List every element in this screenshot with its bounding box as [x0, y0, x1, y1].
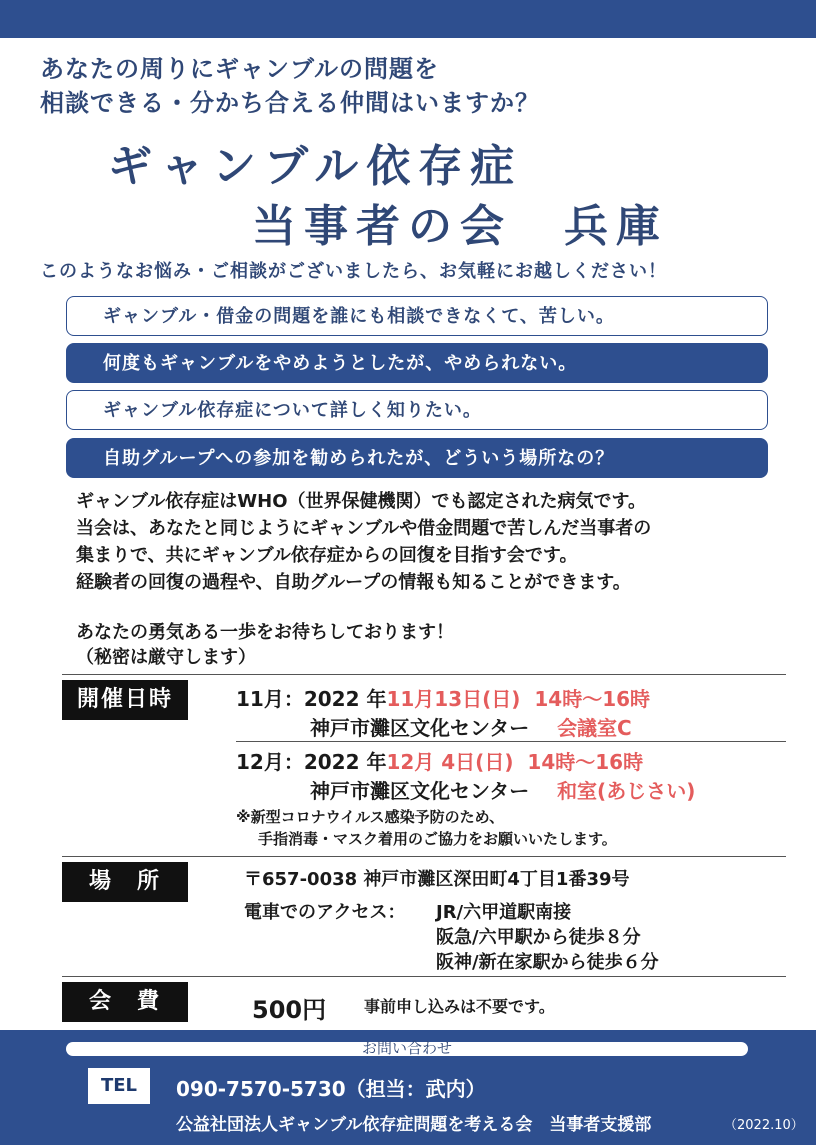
lead-question	[40, 52, 540, 120]
event-1-time: 14時～16時	[534, 687, 651, 711]
event-1-venue-line	[310, 712, 632, 741]
concern-item: 自助グループへの参加を勧められたが、どういう場所なの？	[66, 438, 768, 478]
description-line: 当会は、あなたと同じようにギャンブルや借金問題で苦しんだ当事者の	[76, 518, 652, 539]
description-line: ギャンブル依存症はWHO（世界保健機関）でも認定された病気です。	[76, 491, 647, 512]
access-jr: JR/六甲道駅南接	[436, 902, 572, 923]
page-title-line-2: 当事者の会 兵庫	[252, 201, 668, 252]
fee-amount: 500円	[252, 996, 327, 1024]
concern-item: 何度もギャンブルをやめようとしたが、やめられない。	[66, 343, 768, 383]
lead-line-2: 相談できる・分かち合える仲間はいますか？	[40, 89, 540, 117]
event-2-room: 和室(あじさい)	[557, 779, 696, 803]
event-2-datetime	[236, 746, 643, 775]
event-divider	[236, 741, 786, 742]
tel-badge: TEL	[88, 1068, 150, 1104]
description-line: 集まりで、共にギャンブル依存症からの回復を目指す会です。	[76, 545, 578, 566]
concern-item: ギャンブル依存症について詳しく知りたい。	[66, 390, 768, 430]
covid-note-line-2: 手指消毒・マスク着用のご協力をお願いいたします。	[258, 830, 617, 848]
event-1-date: 11月13日(日)	[386, 687, 521, 711]
event-1-venue: 神戸市灘区文化センター	[310, 716, 530, 740]
location-label: 場 所	[62, 862, 188, 902]
lead-line-1: あなたの周りにギャンブルの問題を	[40, 55, 440, 83]
section-divider	[62, 856, 786, 857]
covid-note	[236, 806, 617, 850]
description-line: 経験者の回復の過程や、自助グループの情報も知ることができます。	[76, 572, 631, 593]
address: 〒657-0038 神戸市灘区深田町4丁目1番39号	[244, 869, 630, 890]
access-hankyu: 阪急/六甲駅から徒歩８分	[436, 927, 641, 948]
invitation-subtitle: このようなお悩み・ご相談がございましたら、お気軽にお越しください！	[40, 261, 667, 282]
section-divider	[62, 674, 786, 675]
event-2-venue: 神戸市灘区文化センター	[310, 779, 530, 803]
phone-number[interactable]: 090-7570-5730（担当：武内）	[176, 1077, 486, 1101]
concern-item: ギャンブル・借金の問題を誰にも相談できなくて、苦しい。	[66, 296, 768, 336]
call-to-action	[76, 620, 454, 670]
cta-line-2: （秘密は厳守します）	[76, 647, 256, 668]
fee-label: 会 費	[62, 982, 188, 1022]
cta-line-1: あなたの勇気ある一歩をお待ちしております！	[76, 622, 454, 643]
access-label: 電車でのアクセス：	[244, 902, 406, 923]
covid-note-line-1: ※新型コロナウイルス感染予防のため、	[236, 808, 505, 826]
event-1-datetime	[236, 683, 650, 712]
description-paragraph	[76, 488, 651, 596]
schedule-label: 開催日時	[62, 680, 188, 720]
event-2-month: 12月：2022 年	[236, 750, 387, 774]
page-title-line-1: ギャンブル依存症	[108, 141, 523, 192]
event-1-room: 会議室C	[557, 716, 632, 740]
access-hanshin: 阪神/新在家駅から徒歩６分	[436, 952, 659, 973]
contact-heading: お問い合わせ	[361, 1039, 452, 1057]
top-banner-bar	[0, 0, 816, 38]
event-2-time: 14時～16時	[527, 750, 644, 774]
fee-note: 事前申し込みは不要です。	[364, 997, 555, 1016]
event-2-date: 12月 4日(日)	[386, 750, 514, 774]
event-2-venue-line	[310, 775, 695, 804]
organization-name: 公益社団法人ギャンブル依存症問題を考える会 当事者支援部	[176, 1115, 652, 1135]
section-divider	[62, 976, 786, 977]
issue-date: （2022.10）	[724, 1118, 804, 1133]
event-1-month: 11月：2022 年	[236, 687, 387, 711]
